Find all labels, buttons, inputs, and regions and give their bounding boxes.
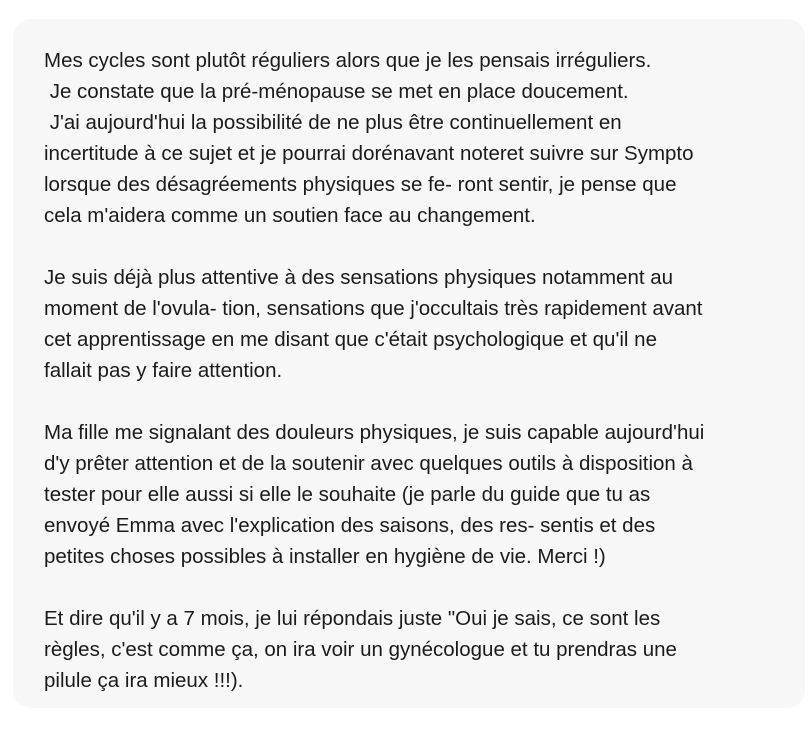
message-paragraph-1: Mes cycles sont plutôt réguliers alors que je les pensais irréguliers. Je constate que la pré-ménopause se met en place doucement. J'ai aujourd'hui la possibilité de ne plus être continuellement en incertitude à ce sujet et je pourrai dorénavant noteret suivre sur Sympto lorsque des désagréements physiques se fe- ront sentir, je pense que cela m'aidera comme un soutien face au changement. — [44, 49, 694, 227]
message-paragraph-3: Ma fille me signalant des douleurs physiques, je suis capable aujourd'hui d'y prêter attention et de la soutenir avec quelques outils à disposition à tester pour elle aussi si elle le souhaite (je parle du guide que tu as envoyé Emma avec l'explication des saisons, des res- sentis et des petites choses possibles à installer en hygiène de vie. Merci !) — [44, 421, 705, 568]
message-paragraph-2: Je suis déjà plus attentive à des sensations physiques notamment au moment de l'ovula- tion, sensations que j'occultais très rapidement avant cet apprentissage en me disant que c'était psychologique et qu'il ne fallait pas y faire attention. — [44, 266, 703, 382]
message-bubble — [13, 19, 805, 708]
message-paragraph-4: Et dire qu'il y a 7 mois, je lui répondais juste "Oui je sais, ce sont les règles, c'est comme ça, on ira voir un gynécologue et tu prendras une pilule ça ira mieux !!!). — [44, 607, 677, 692]
